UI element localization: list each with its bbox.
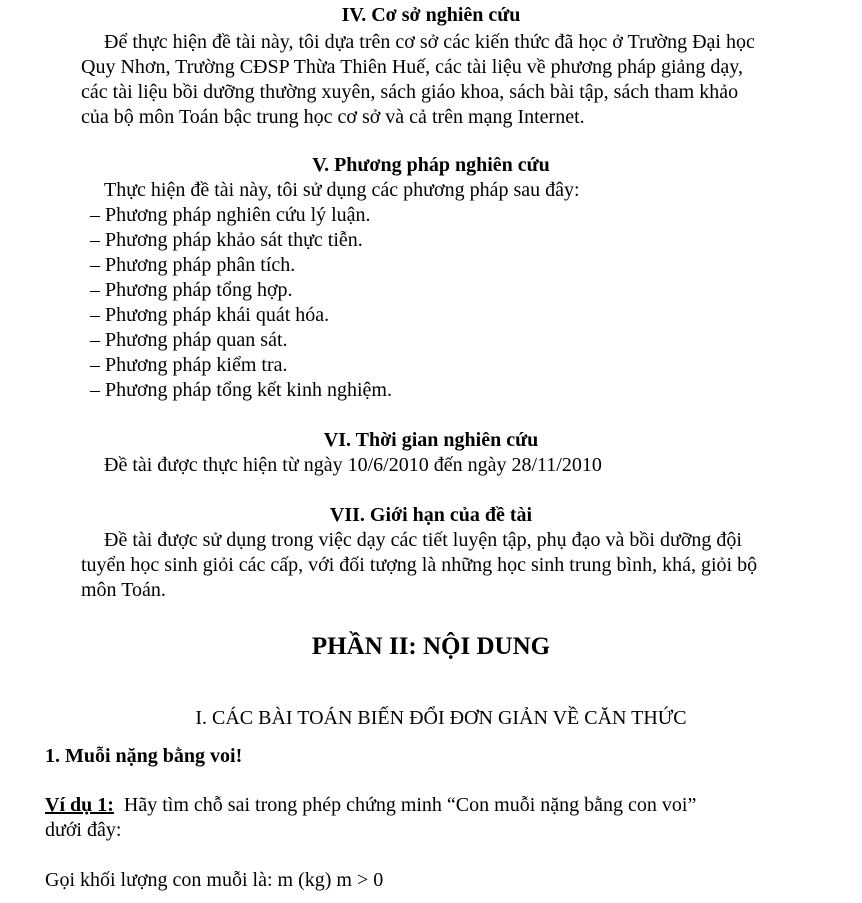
method-list-item: – Phương pháp quan sát.	[90, 329, 288, 351]
method-list-item: – Phương pháp khảo sát thực tiễn.	[90, 229, 363, 251]
section-iv-line: Quy Nhơn, Trường CĐSP Thừa Thiên Huế, các tài liệu về phương pháp giảng dạy,	[81, 56, 743, 78]
section-vi-heading: VI. Thời gian nghiên cứu	[323, 429, 539, 451]
method-list-item: – Phương pháp tổng kết kinh nghiệm.	[90, 379, 392, 401]
section-vii-line: tuyển học sinh giỏi các cấp, với đối tượng là những học sinh trung bình, khá, giỏi bộ	[81, 554, 758, 576]
method-list-item: – Phương pháp phân tích.	[90, 254, 296, 276]
section-vii-line: Đề tài được sử dụng trong việc dạy các tiết luyện tập, phụ đạo và bồi dưỡng đội	[104, 529, 742, 551]
section-title: I. CÁC BÀI TOÁN BIẾN ĐỔI ĐƠN GIẢN VỀ CĂN THỨC	[195, 707, 687, 729]
example-text: Hãy tìm chỗ sai trong phép chứng minh “Con muỗi nặng bằng con voi”	[123, 794, 697, 816]
example-line	[45, 793, 696, 818]
section-vii-line: môn Toán.	[81, 579, 166, 601]
section-v-intro: Thực hiện đề tài này, tôi sử dụng các phương pháp sau đây:	[104, 179, 580, 201]
example-colon: :	[107, 794, 114, 816]
example-label: Ví dụ 1	[45, 794, 108, 816]
method-list-item: – Phương pháp kiểm tra.	[90, 354, 288, 376]
section-vii-heading: VII. Giới hạn của đề tài	[329, 504, 533, 526]
example-line-2: dưới đây:	[45, 819, 122, 841]
section-iv-line: Để thực hiện đề tài này, tôi dựa trên cơ sở các kiến thức đã học ở Trường Đại học	[104, 31, 755, 53]
section-vi-line: Đề tài được thực hiện từ ngày 10/6/2010 đến ngày 28/11/2010	[104, 454, 602, 476]
part-title: PHẦN II: NỘI DUNG	[311, 633, 551, 660]
section-iv-heading: IV. Cơ sở nghiên cứu	[341, 4, 521, 26]
last-line: Gọi khối lượng con muỗi là: m (kg) m > 0	[45, 869, 384, 891]
method-list-item: – Phương pháp tổng hợp.	[90, 279, 293, 301]
sub-heading: 1. Muỗi nặng bằng voi!	[45, 745, 243, 767]
section-v-heading: V. Phương pháp nghiên cứu	[312, 154, 550, 176]
method-list-item: – Phương pháp nghiên cứu lý luận.	[90, 204, 371, 226]
section-iv-line: các tài liệu bồi dưỡng thường xuyên, sách giáo khoa, sách bài tập, sách tham khảo	[81, 81, 739, 103]
section-iv-line: của bộ môn Toán bậc trung học cơ sở và cả trên mạng Internet.	[81, 106, 585, 128]
method-list-item: – Phương pháp khái quát hóa.	[90, 304, 330, 326]
